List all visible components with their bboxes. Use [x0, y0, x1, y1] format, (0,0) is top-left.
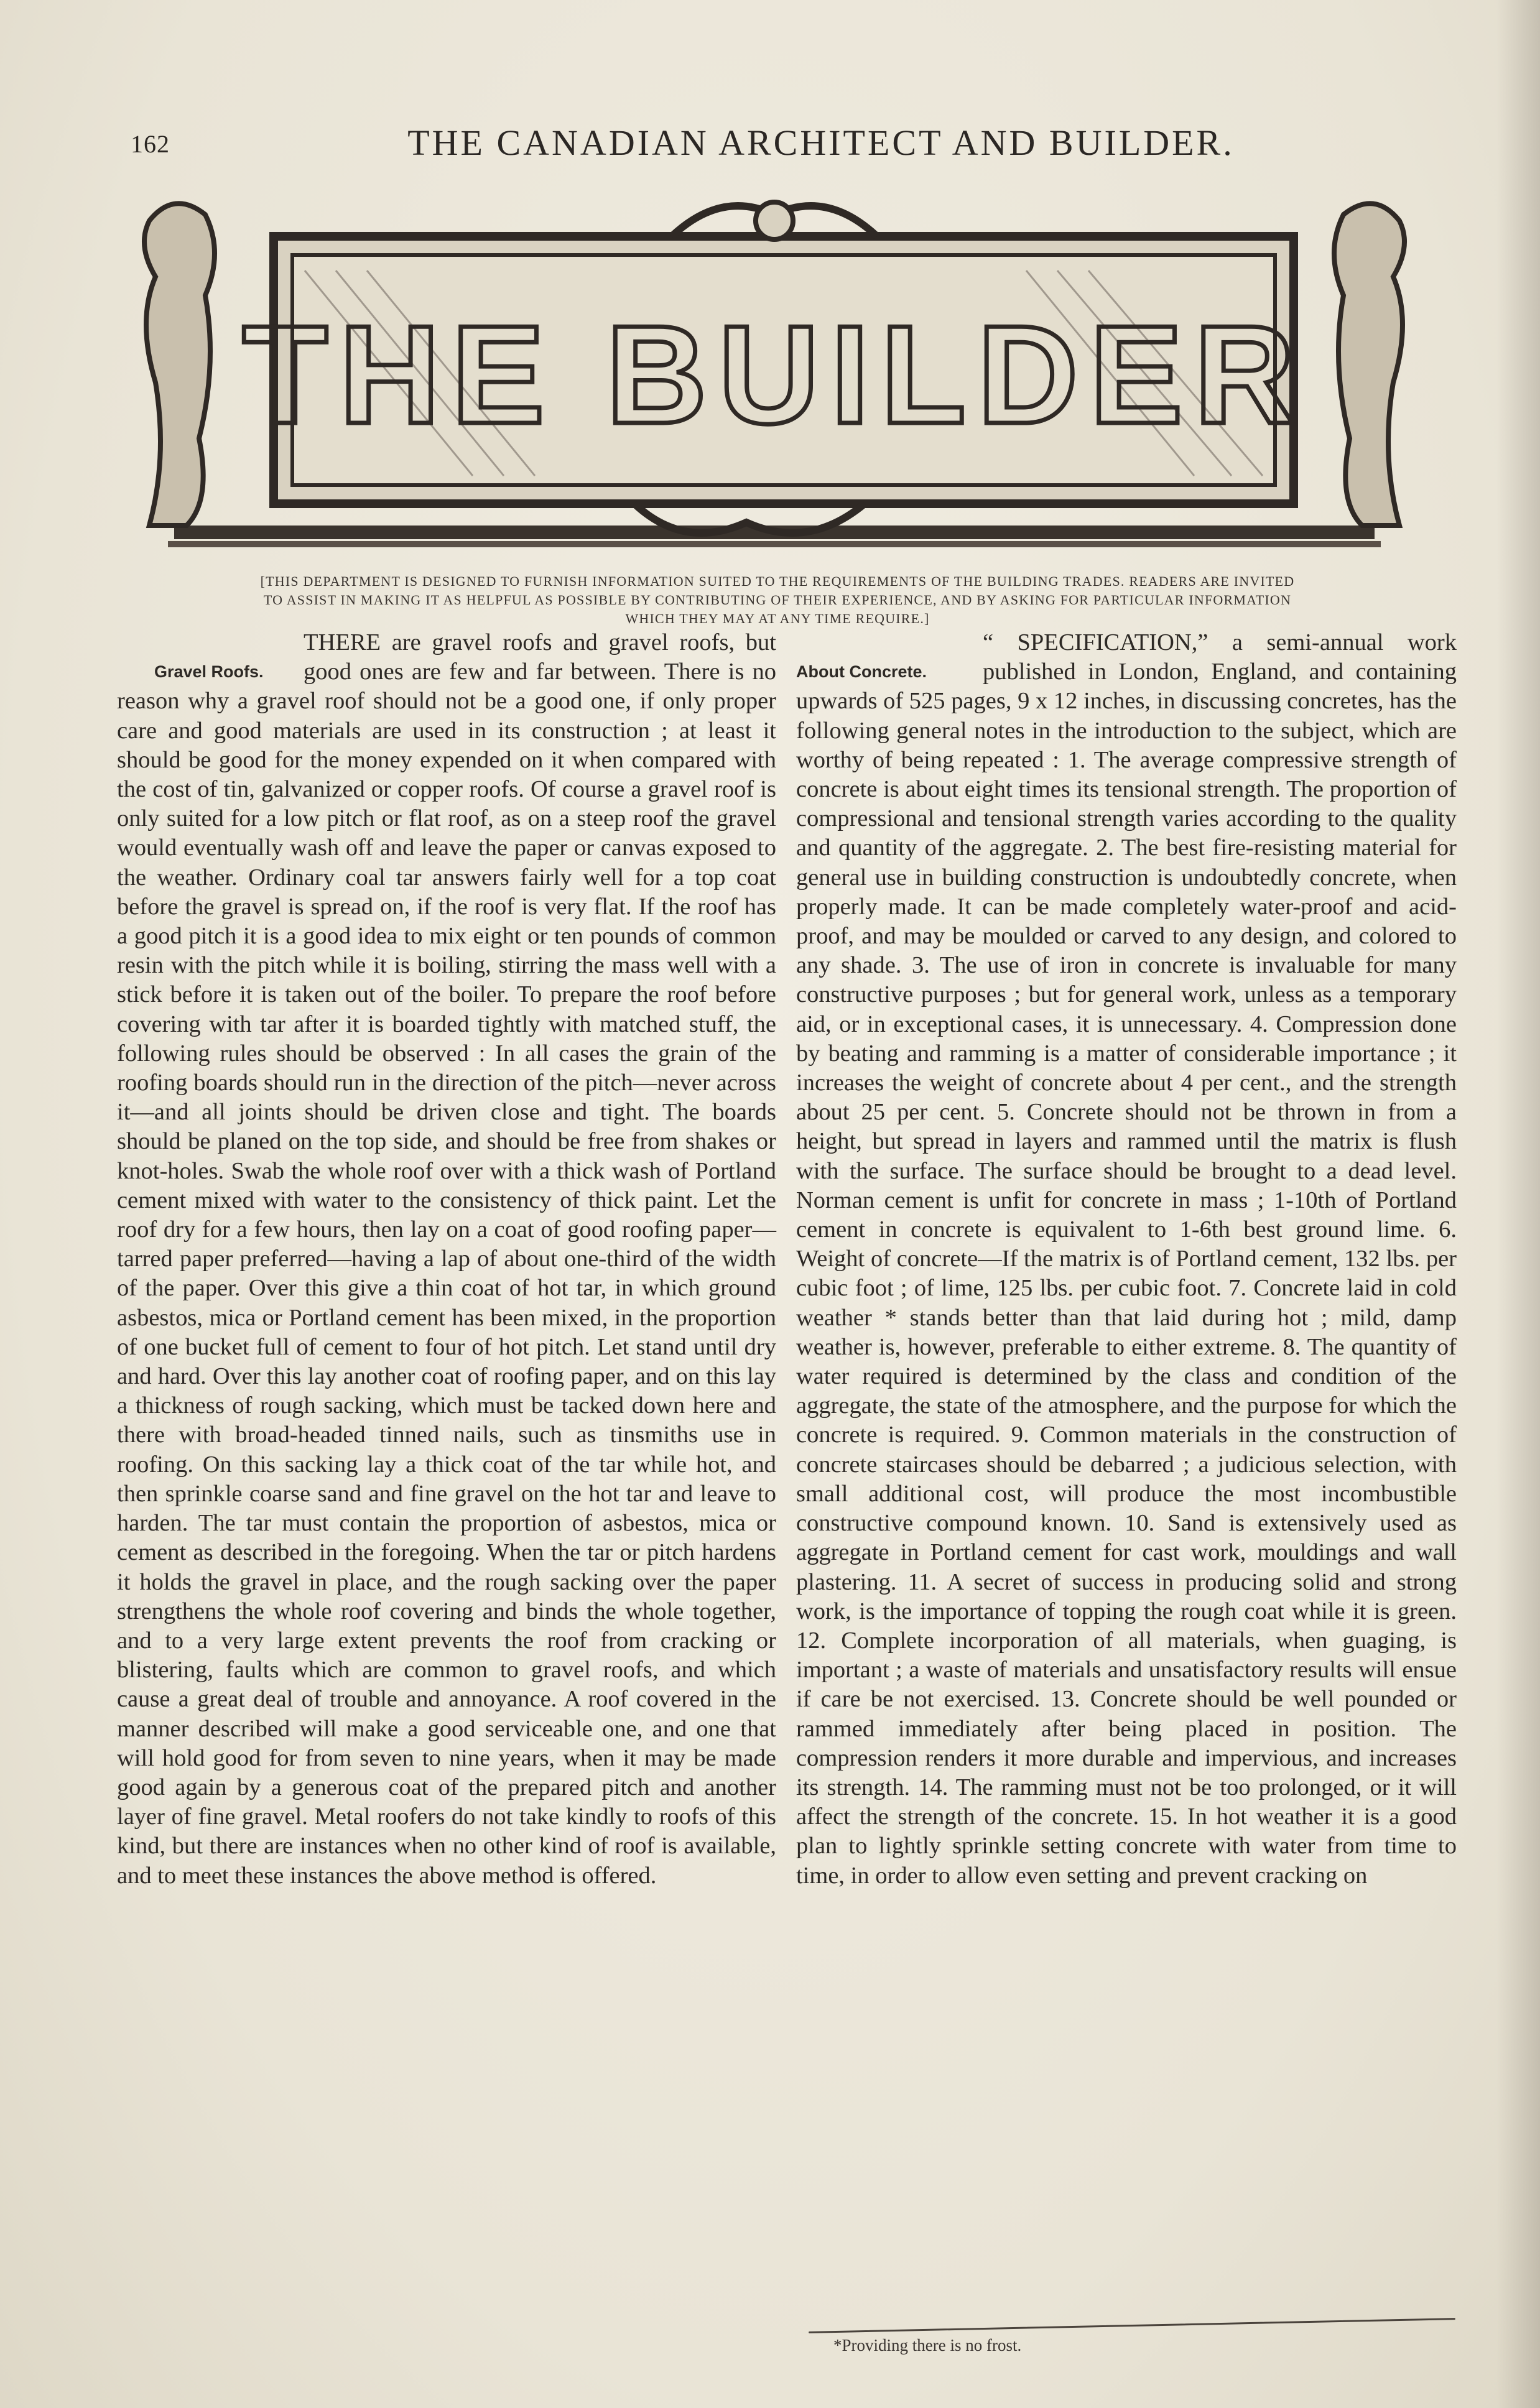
- article-about-concrete-text: “ SPECIFICATION,” a semi-annual work published in London, England, and containing upwards of 525 pages, 9 x 12 inches, in discussing concretes, has the following general notes in the introduction to the subject, which are worthy of being repeated : 1. The average compressive strength of concrete is about eight times its tensional strength. The proportion of compressional and tensional strength varies according to the quality and quantity of the aggregate. 2. The best fire-resisting material for general use in building construction is undoubtedly concrete, when properly made. It can be made completely water-proof and acid-proof, and may be moulded or carved to any design, and colored to any shade. 3. The use of iron in concrete is invaluable for many constructive purposes ; but for general work, unless as a temporary aid, or in exceptional cases, it is unnecessary. 4. Compression done by beating and ramming is a matter of considerable importance ; it increases the weight of concrete about 4 per cent., and the strength about 25 per cent. 5. Concrete should not be thrown in from a height, but spread in layers and rammed until the matrix is flush with the surface. The surface should be brought to a dead level. Norman cement is unfit for concrete in mass ; 1-10th of Portland cement in concrete is equivalent to 1-6th best ground lime. 6. Weight of concrete—If the matrix is of Portland cement, 132 lbs. per cubic foot ; of lime, 125 lbs. per cubic foot. 7. Concrete laid in cold weather * stands better than that laid during hot ; mild, damp weather is, however, preferable to either extreme. 8. The quantity of water required is determined by the class and condition of the aggregate, the state of the atmosphere, and the purpose for which the concrete is required. 9. Common materials in the construction of concrete staircases should be debarred ; a judicious selection, with small additional cost, will produce the most incombustible constructive compound known. 10. Sand is extensively used as aggregate in Portland cement for cast work, mouldings and wall plastering. 11. A secret of success in producing solid and strong work, is the importance of topping the rough coat while it is green. 12. Complete incorporation of all materials, when guaging, is important ; a waste of materials and unsatisfactory results will ensue if care be not exercised. 13. Concrete should be well pounded or rammed immediately after being placed in position. The compression renders it more durable and impervious, and increases its strength. 14. The ramming must not be too prolonged, or it will affect the strength of the concrete. 15. In hot weather it is a good plan to lightly sprinkle setting concrete with water from time to time, in order to allow even setting and prevent cracking on: [796, 629, 1457, 1889]
- running-head: THE CANADIAN ARCHITECT AND BUILDER.: [407, 123, 1235, 163]
- banner-base-shadow: [168, 541, 1381, 547]
- department-banner: [124, 177, 1424, 563]
- side-head-about-concrete: About Concrete.: [796, 662, 927, 681]
- article-about-concrete: [796, 628, 1457, 1891]
- footnote-rule: [809, 2318, 1455, 2333]
- department-notice: [THIS DEPARTMENT IS DESIGNED TO FURNISH INFORMATION SUITED TO THE REQUIREMENTS OF THE BUILDING TRADES. READERS ARE INVITED TO ASSIST IN MAKING IT AS HELPFUL AS POSSIBLE BY CONTRIBUTING OF THEIR EXPERIENCE, AND BY ASKING FOR PARTICULAR INFORMATION WHICH THEY MAY AT ANY TIME REQUIRE.]: [260, 573, 1295, 626]
- left-lion-sculpture: [144, 203, 215, 526]
- banner-illustration: [124, 177, 1424, 563]
- banner-title: THE BUILDER: [242, 296, 1307, 453]
- top-medallion: [756, 202, 793, 239]
- page-gutter-shadow: [1496, 0, 1540, 2408]
- side-head-gravel-roofs: Gravel Roofs.: [154, 662, 264, 681]
- article-gravel-roofs-text: THERE are gravel roofs and gravel roofs, but good ones are few and far between. There is no reason why a gravel roof should not be a good one, if only proper care and good materials are used in its construction ; at least it should be good for the money expended on it when compared with the cost of tin, galvanized or copper roofs. Of course a gravel roof is only suited for a low pitch or flat roof, as on a steep roof the gravel would eventually wash off and leave the paper or canvas exposed to the weather. Ordinary coal tar answers fairly well for a top coat before the gravel is spread on, if the roof is very flat. If the roof has a good pitch it is a good idea to mix eight or ten pounds of common resin with the pitch while it is boiling, stirring the mass well with a stick before it is taken out of the boiler. To prepare the roof before covering with tar after it is boarded tightly with matched stuff, the following rules should be observed : In all cases the grain of the roofing boards should run in the direction of the pitch—never across it—and all joints should be driven close and tight. The boards should be planed on the top side, and should be free from shakes or knot-holes. Swab the whole roof over with a thick wash of Portland cement mixed with water to the consistency of thick paint. Let the roof dry for a few hours, then lay on a coat of good roofing paper—tarred paper preferred—having a lap of about one-third of the width of the paper. Over this give a thin coat of hot tar, in which ground asbestos, mica or Portland cement has been mixed, in the proportion of one bucket full of cement to four of hot pitch. Let stand until dry and hard. Over this lay another coat of roofing paper, and on this lay a thickness of rough sacking, which must be tacked down here and there with broad-headed tinned nails, such as tinsmiths use in roofing. On this sacking lay a thick coat of the tar while hot, and then sprinkle coarse sand and fine gravel on the hot tar and leave to harden. The tar must contain the proportion of asbestos, mica or cement as described in the foregoing. When the tar or pitch hardens it holds the gravel in place, and the rough sacking over the paper strengthens the whole roof covering and binds the whole together, and to a very large extent prevents the roof from cracking or blistering, faults which are common to gravel roofs, and which cause a great deal of trouble and annoyance. A roof covered in the manner described will make a good serviceable one, and one that will hold good for from seven to nine years, when it may be made good again by a generous coat of the prepared pitch and another layer of fine gravel. Metal roofers do not take kindly to roofs of this kind, but there are instances when no other kind of roof is available, and to meet these instances the above method is offered.: [117, 629, 776, 1889]
- right-lion-sculpture: [1334, 203, 1404, 526]
- article-gravel-roofs: [117, 628, 776, 1891]
- footnote: *Providing there is no frost.: [833, 2336, 1022, 2355]
- page-number: 162: [131, 130, 170, 158]
